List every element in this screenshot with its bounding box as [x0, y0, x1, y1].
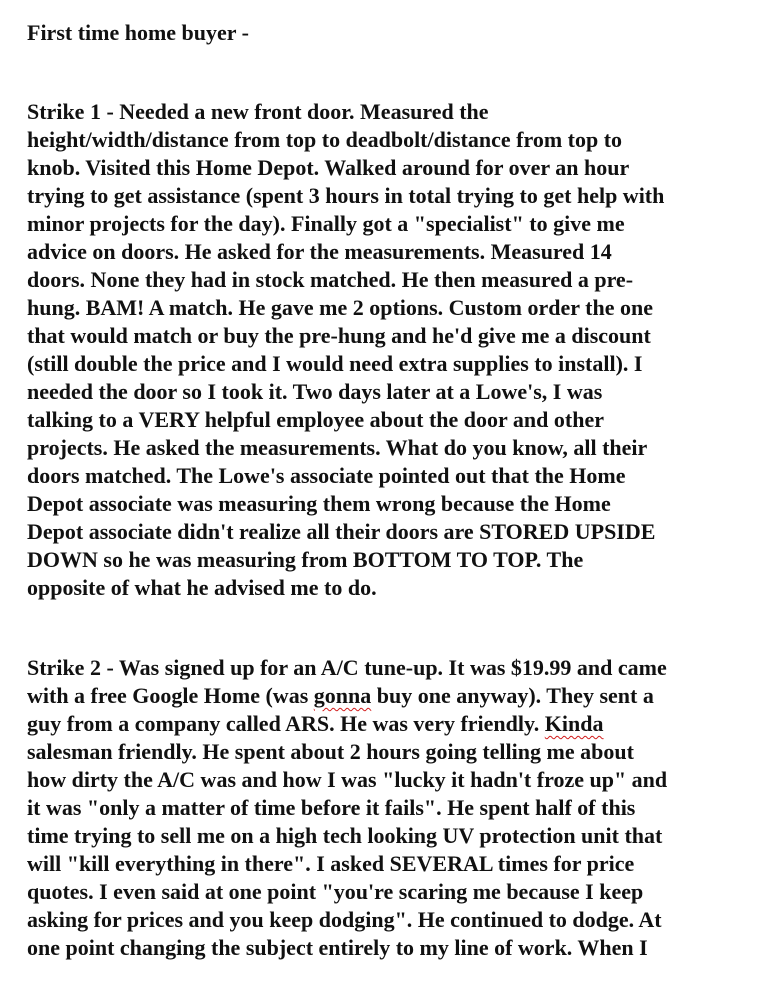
text-line: needed the door so I took it. Two days later at a Lowe's, I was — [27, 379, 603, 404]
text-line: DOWN so he was measuring from BOTTOM TO TOP. The — [27, 547, 584, 572]
text-line: opposite of what he advised me to do. — [27, 575, 377, 600]
text-line: time trying to sell me on a high tech looking UV protection unit that — [27, 823, 663, 848]
text-line: knob. Visited this Home Depot. Walked around for over an hour — [27, 155, 630, 180]
text-line: height/width/distance from top to deadbolt/distance from top to — [27, 127, 623, 152]
text-line: that would match or buy the pre-hung and he'd give me a discount — [27, 323, 651, 348]
text-line — [27, 682, 654, 710]
text-line: one point changing the subject entirely to my line of work. When I — [27, 935, 648, 960]
text-line: Depot associate was measuring them wrong because the Home — [27, 491, 611, 516]
text-line: how dirty the A/C was and how I was "lucky it hadn't froze up" and — [27, 767, 668, 792]
text-line: projects. He asked the measurements. What do you know, all their — [27, 435, 648, 460]
text-line: it was "only a matter of time before it fails". He spent half of this — [27, 795, 636, 820]
text-line: asking for prices and you keep dodging". He continued to dodge. At — [27, 907, 662, 932]
document-heading: First time home buyer - — [27, 20, 249, 45]
text-segment: buy one anyway). They sent a — [371, 683, 654, 708]
text-segment: with a free Google Home (was — [27, 683, 314, 708]
text-line — [27, 710, 604, 738]
text-segment: guy from a company called ARS. He was very friendly. — [27, 711, 545, 736]
text-line: doors. None they had in stock matched. He then measured a pre- — [27, 267, 634, 292]
text-line: talking to a VERY helpful employee about the door and other — [27, 407, 604, 432]
text-line: (still double the price and I would need extra supplies to install). I — [27, 351, 643, 376]
spelling-flagged-word: Kinda — [544, 711, 604, 736]
text-line: Strike 2 - Was signed up for an A/C tune-up. It was $19.99 and came — [27, 655, 667, 680]
text-line: trying to get assistance (spent 3 hours in total trying to get help with — [27, 183, 665, 208]
text-line: Depot associate didn't realize all their doors are STORED UPSIDE — [27, 519, 656, 544]
text-line: minor projects for the day). Finally got a "specialist" to give me — [27, 211, 625, 236]
spelling-flagged-word: gonna — [313, 683, 372, 708]
text-line: quotes. I even said at one point "you're scaring me because I keep — [27, 879, 644, 904]
text-line: salesman friendly. He spent about 2 hours going telling me about — [27, 739, 634, 764]
text-line: Strike 1 - Needed a new front door. Measured the — [27, 99, 489, 124]
text-line: hung. BAM! A match. He gave me 2 options. Custom order the one — [27, 295, 653, 320]
text-line: advice on doors. He asked for the measurements. Measured 14 — [27, 239, 612, 264]
text-line: doors matched. The Lowe's associate pointed out that the Home — [27, 463, 626, 488]
text-line: will "kill everything in there". I asked SEVERAL times for price — [27, 851, 635, 876]
